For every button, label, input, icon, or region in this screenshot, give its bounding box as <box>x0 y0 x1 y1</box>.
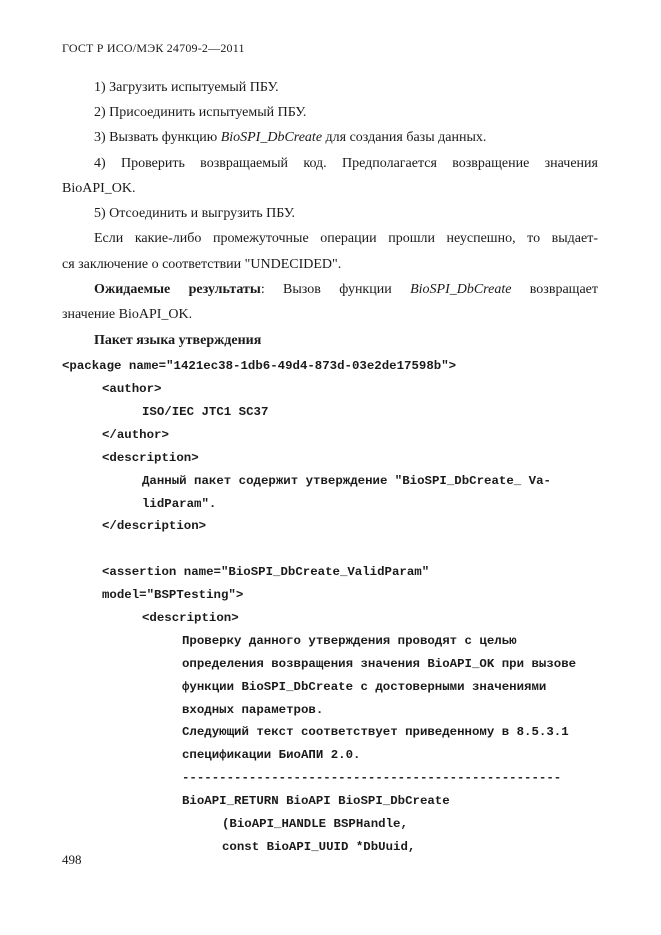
page-number: 498 <box>62 852 82 867</box>
code-line: lidParam". <box>142 497 217 511</box>
code-line: <author> <box>102 382 162 396</box>
code-line: </author> <box>102 428 169 442</box>
code-line: const BioAPI_UUID *DbUuid, <box>222 840 416 854</box>
note-line-1: Если какие-либо промежуточные операции прошли неуспешно, то выдает- <box>94 231 598 246</box>
expected-results-function: BioSPI_DbCreate <box>410 282 512 297</box>
expected-results-line-1 <box>94 281 598 299</box>
code-line: Следующий текст соответствует приведенному в 8.5.3.1 <box>182 725 569 739</box>
document-header: ГОСТ Р ИСО/МЭК 24709-2—2011 <box>62 41 245 55</box>
step-1: 1) Загрузить испытуемый ПБУ. <box>94 80 279 95</box>
step-3-pre: 3) Вызвать функцию <box>94 130 221 145</box>
expected-results-text-2: возвращает <box>511 282 598 297</box>
code-line: <description> <box>102 451 199 465</box>
step-4-line-1: 4) Проверить возвращаемый код. Предполагается возвращение значения <box>94 156 598 171</box>
code-line: </description> <box>102 519 207 533</box>
code-line: <description> <box>142 611 239 625</box>
code-line: Данный пакет содержит утверждение "BioSPI_DbCreate_ Va- <box>142 474 551 488</box>
code-line: спецификации БиоАПИ 2.0. <box>182 748 361 762</box>
code-line: Проверку данного утверждения проводят с целью <box>182 634 517 648</box>
step-3-post: для создания базы данных. <box>322 130 487 145</box>
code-line: model="BSPTesting"> <box>102 588 244 602</box>
expected-results-label: Ожидаемые результаты <box>94 282 261 297</box>
code-separator: --------------------------------------------------- <box>182 771 562 785</box>
section-title: Пакет языка утверждения <box>94 333 262 348</box>
step-3-function: BioSPI_DbCreate <box>220 130 323 145</box>
code-line: <package name="1421ec38-1db6-49d4-873d-03e2de17598b"> <box>62 359 457 373</box>
code-line: функции BioSPI_DbCreate с достоверными значениями <box>182 680 547 694</box>
code-line: ISO/IEC JTC1 SC37 <box>142 405 269 419</box>
code-line: BioAPI_RETURN BioAPI BioSPI_DbCreate <box>182 794 450 808</box>
step-5: 5) Отсоединить и выгрузить ПБУ. <box>94 206 295 221</box>
step-4-line-2: BioAPI_OK. <box>62 181 136 196</box>
expected-results-text-1: : Вызов функции <box>260 282 411 297</box>
note-line-2: ся заключение о соответствии "UNDECIDED". <box>62 257 342 272</box>
code-line: (BioAPI_HANDLE BSPHandle, <box>222 817 408 831</box>
step-2: 2) Присоединить испытуемый ПБУ. <box>94 105 307 120</box>
step-3 <box>94 129 486 147</box>
code-line: <assertion name="BioSPI_DbCreate_ValidParam" <box>102 565 430 579</box>
code-line: входных параметров. <box>182 703 324 717</box>
expected-results-line-2: значение BioAPI_OK. <box>62 307 193 322</box>
code-line: определения возвращения значения BioAPI_OK при вызове <box>182 657 577 671</box>
